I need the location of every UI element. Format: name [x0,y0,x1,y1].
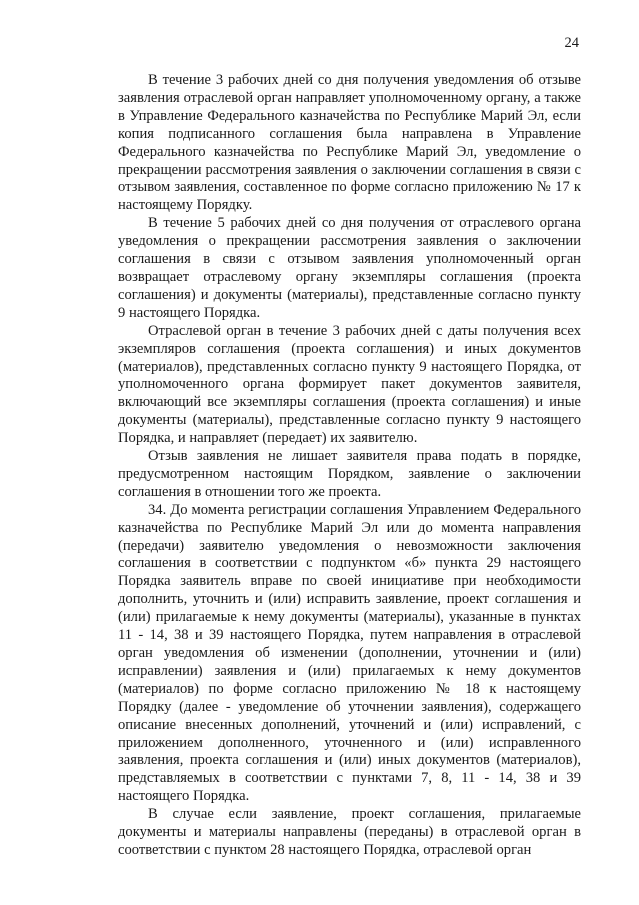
paragraph: В случае если заявление, проект соглашения, прилагаемые документы и материалы направлены (переданы) в отраслевой орган в соответствии с пунктом 28 настоящего Порядка, отраслевой орган [118,806,581,858]
document-body [118,72,581,860]
paragraph: 34. До момента регистрации соглашения Управлением Федерального казначейства по Республике Марий Эл или до момента направления (передачи) заявителю уведомления о невозможности заключения соглашения в соответствии с подпунктом «б» пункта 29 настоящего Порядка заявитель вправе по своей инициативе при необходимости дополнить, уточнить и (или) исправить заявление, проект соглашения и (или) прилагаемые к нему документы (материалы), указанные в пунктах 11 - 14, 38 и 39 настоящего Порядка, путем направления в отраслевой орган уведомления об изменении (дополнении, уточнении и (или) исправлении) заявления и (или) прилагаемых к нему документов (материалов) по форме согласно приложению № 18 к настоящему Порядку (далее - уведомление об уточнении заявления), содержащего описание внесенных дополнений, уточнений и (или) исправлений, с приложением дополненного, уточненного и (или) исправленного заявления, проекта соглашения и (или) иных документов (материалов), представляемых в соответствии с пунктами 7, 8, 11 - 14, 38 и 39 настоящего Порядка. [118,501,581,805]
paragraph: Отраслевой орган в течение 3 рабочих дней с даты получения всех экземпляров соглашения (проекта соглашения) и иных документов (материалов), представленных согласно пункту 9 настоящего Порядка, от уполномоченного органа формирует пакет документов заявителя, включающий все экземпляры соглашения (проекта соглашения) и иные документы (материалы), представленные согласно пункту 9 настоящего Порядка, и направляет (передает) их заявителю. [118,322,581,447]
paragraph: В течение 5 рабочих дней со дня получения от отраслевого органа уведомления о прекращении рассмотрения заявления о заключении соглашения в связи с отзывом заявления уполномоченный орган возвращает отраслевому органу экземпляры соглашения (проекта соглашения) и документы (материалы), представленные согласно пункту 9 настоящего Порядка. [118,215,581,321]
paragraph: Отзыв заявления не лишает заявителя права подать в порядке, предусмотренном настоящим Порядком, заявление о заключении соглашения в отношении того же проекта. [118,448,581,500]
page-number: 24 [564,35,579,51]
paragraph: В течение 3 рабочих дней со дня получения уведомления об отзыве заявления отраслевой орган направляет уполномоченному органу, а также в Управление Федерального казначейства по Республике Марий Эл, если копия подписанного соглашения была направлена в Управление Федерального казначейства по Республике Марий Эл, уведомление о прекращении рассмотрения заявления о заключении соглашения в связи с отзывом заявления, составленное по форме согласно приложению № 17 к настоящему Порядку. [118,72,581,214]
